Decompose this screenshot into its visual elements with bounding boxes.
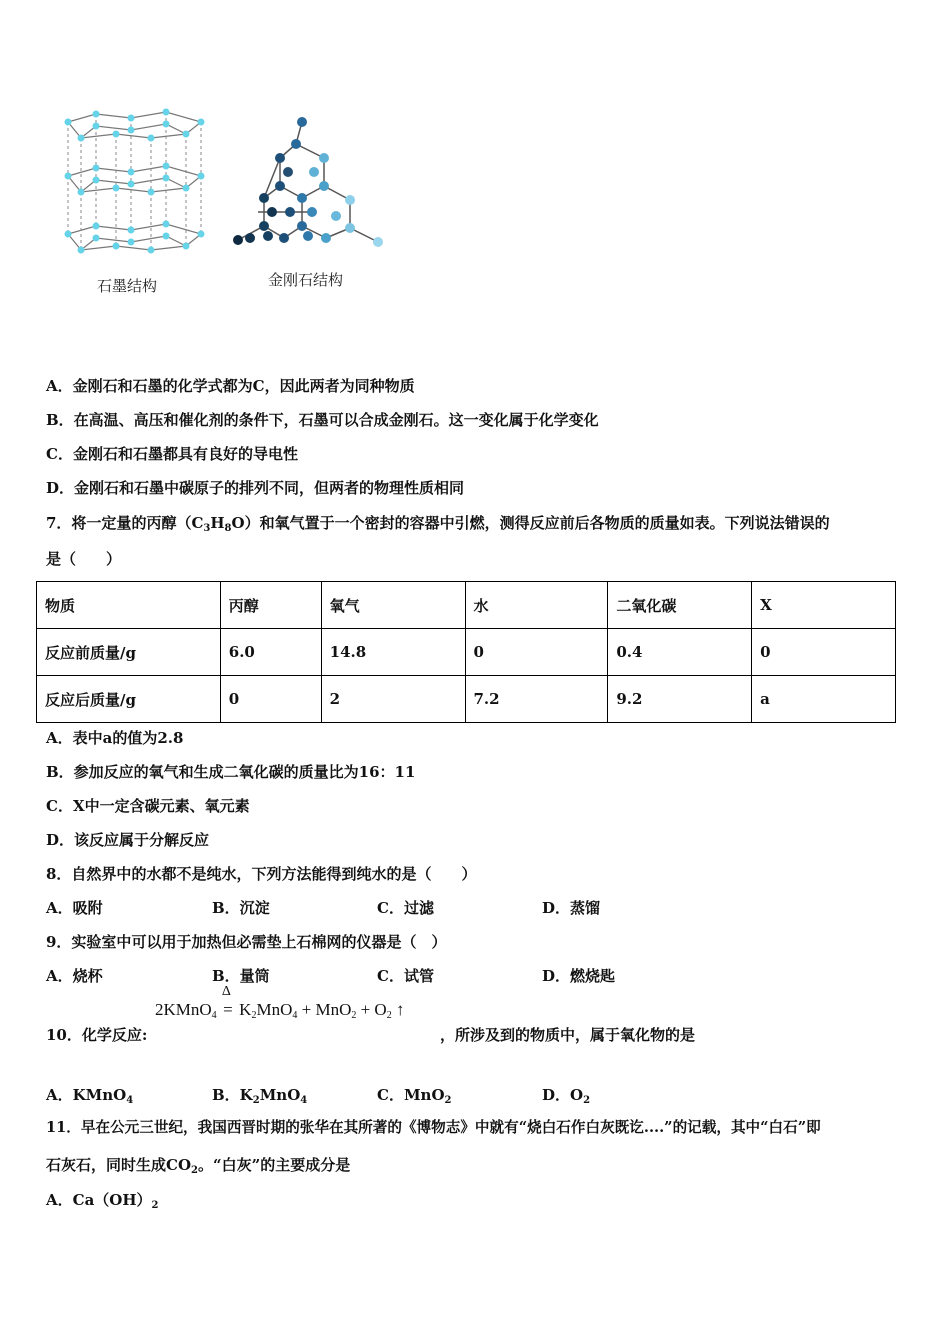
q7-option-b: B．参加反应的氧气和生成二氧化碳的质量比为16：11: [46, 763, 416, 781]
sub: 2: [151, 1200, 159, 1211]
q7-option-d: D．该反应属于分解反应: [46, 831, 210, 849]
q10-option-b: [212, 1085, 307, 1111]
q7-option-a: A．表中a的值为2.8: [46, 729, 184, 747]
sub: 2: [444, 1095, 452, 1106]
q10-option-a-text: A．KMnO: [46, 1086, 127, 1104]
q9-option-d: D．燃烧匙: [542, 967, 616, 985]
eq-product-1: K: [239, 1000, 252, 1019]
diamond-structure-image: [228, 112, 390, 256]
eq-product-3: + O: [356, 1000, 387, 1019]
q7-stem-line2: 是（ ）: [46, 550, 122, 568]
table-cell: 9.2: [608, 676, 752, 723]
table-cell: a: [752, 676, 896, 723]
gas-arrow: ↑: [391, 1000, 405, 1019]
q11-stem-line1: 11．早在公元三世纪，我国西晋时期的张华在其所著的《博物志》中就有“烧白石作白灰既讫....”的记载，其中“白石”即: [46, 1119, 821, 1136]
table-header-cell: 氧气: [321, 582, 465, 629]
q11-option-a-text: A．Ca（OH）: [46, 1191, 152, 1209]
table-cell: 6.0: [220, 629, 321, 676]
table-cell: 反应后质量/g: [37, 676, 221, 723]
q6-option-d: D．金刚石和石墨中碳原子的排列不同，但两者的物理性质相同: [46, 479, 465, 497]
diamond-structure-figure: [228, 112, 390, 256]
graphite-caption: 石墨结构: [97, 277, 158, 295]
q9-stem: 9．实验室中可以用于加热但必需垫上石棉网的仪器是（ ）: [46, 933, 447, 951]
q10-option-d-text: D．O: [542, 1086, 584, 1104]
q8-stem: 8．自然界中的水都不是纯水，下列方法能得到纯水的是（ ）: [46, 865, 477, 883]
q6-option-c: C．金刚石和石墨都具有良好的导电性: [46, 445, 298, 463]
q10-option-c-text: C．MnO: [377, 1086, 445, 1104]
table-cell: 7.2: [465, 676, 608, 723]
graphite-structure-figure: [56, 108, 216, 268]
q8-option-b: B．沉淀: [212, 899, 270, 917]
eq-product-2: + MnO: [297, 1000, 352, 1019]
eq-product-1b: MnO: [256, 1000, 293, 1019]
q10-option-b-mid: MnO: [259, 1086, 301, 1104]
eq-sub: 2: [351, 1010, 357, 1021]
table-header-cell: 物质: [37, 582, 221, 629]
q11-line2-a: 石灰石，同时生成CO: [46, 1156, 192, 1174]
delta-symbol: Δ: [221, 984, 231, 999]
sub: 2: [191, 1165, 198, 1176]
q7-stem-a: 7．将一定量的丙醇（C: [46, 514, 204, 532]
q7-stem-line1: [46, 513, 830, 539]
table-cell: 反应前质量/g: [37, 629, 221, 676]
q10-stem-prefix: 10．化学反应:: [46, 1026, 148, 1044]
q10-stem-suffix: ，所涉及到的物质中，属于氧化物的是: [440, 1026, 696, 1044]
q10-option-b-text: B．K: [212, 1086, 253, 1104]
eq-condition: [221, 984, 235, 1020]
q11-stem-line2: [46, 1155, 350, 1181]
q6-option-a: A．金刚石和石墨的化学式都为C，因此两者为同种物质: [46, 377, 415, 395]
diamond-caption: 金刚石结构: [268, 271, 344, 289]
table-header-cell: 水: [465, 582, 608, 629]
q7-option-c: C．X中一定含碳元素、氧元素: [46, 797, 250, 815]
eq-reactant: 2KMnO: [155, 1000, 212, 1019]
mass-table: [36, 581, 896, 723]
eq-sub: 2: [386, 1010, 392, 1021]
graphite-structure-image: [56, 108, 216, 268]
q10-option-d: [542, 1085, 590, 1111]
q7-sub-3: 3: [203, 523, 211, 534]
q10-option-c: [377, 1085, 451, 1111]
table-header-cell: 二氧化碳: [608, 582, 752, 629]
table-cell: 0: [220, 676, 321, 723]
q8-option-a: A．吸附: [46, 899, 103, 917]
q11-option-a: [46, 1190, 159, 1216]
sub: 2: [252, 1095, 260, 1106]
table-cell: 2: [321, 676, 465, 723]
q10-option-a: [46, 1085, 133, 1111]
table-header-cell: X: [752, 582, 896, 629]
q7-h: H: [210, 514, 225, 532]
sub: 4: [300, 1095, 308, 1106]
q9-option-b: B．量筒: [212, 967, 270, 985]
table-header-row: [37, 582, 896, 629]
sub: 4: [126, 1095, 134, 1106]
table-cell: 14.8: [321, 629, 465, 676]
q8-option-d: D．蒸馏: [542, 899, 601, 917]
eq-sub: 4: [211, 1010, 217, 1021]
table-cell: 0: [752, 629, 896, 676]
eq-sub: 2: [251, 1010, 257, 1021]
q7-sub-8: 8: [224, 523, 232, 534]
q6-option-b: B．在高温、高压和催化剂的条件下，石墨可以合成金刚石。这一变化属于化学变化: [46, 411, 599, 429]
sub: 2: [583, 1095, 591, 1106]
table-header-cell: 丙醇: [220, 582, 321, 629]
table-row: [37, 629, 896, 676]
table-cell: 0.4: [608, 629, 752, 676]
eq-sub: 4: [292, 1010, 298, 1021]
table-cell: 0: [465, 629, 608, 676]
q9-option-a: A．烧杯: [46, 967, 103, 985]
q8-option-c: C．过滤: [377, 899, 434, 917]
table-row: [37, 676, 896, 723]
q11-line2-b: 。“白灰”的主要成分是: [197, 1156, 351, 1174]
equals-sign: =: [223, 1000, 233, 1019]
reaction-equation: [155, 984, 405, 1021]
q9-option-c: C．试管: [377, 967, 434, 985]
q7-stem-b: O）和氧气置于一个密封的容器中引燃，测得反应前后各物质的质量如表。下列说法错误的: [231, 514, 830, 532]
